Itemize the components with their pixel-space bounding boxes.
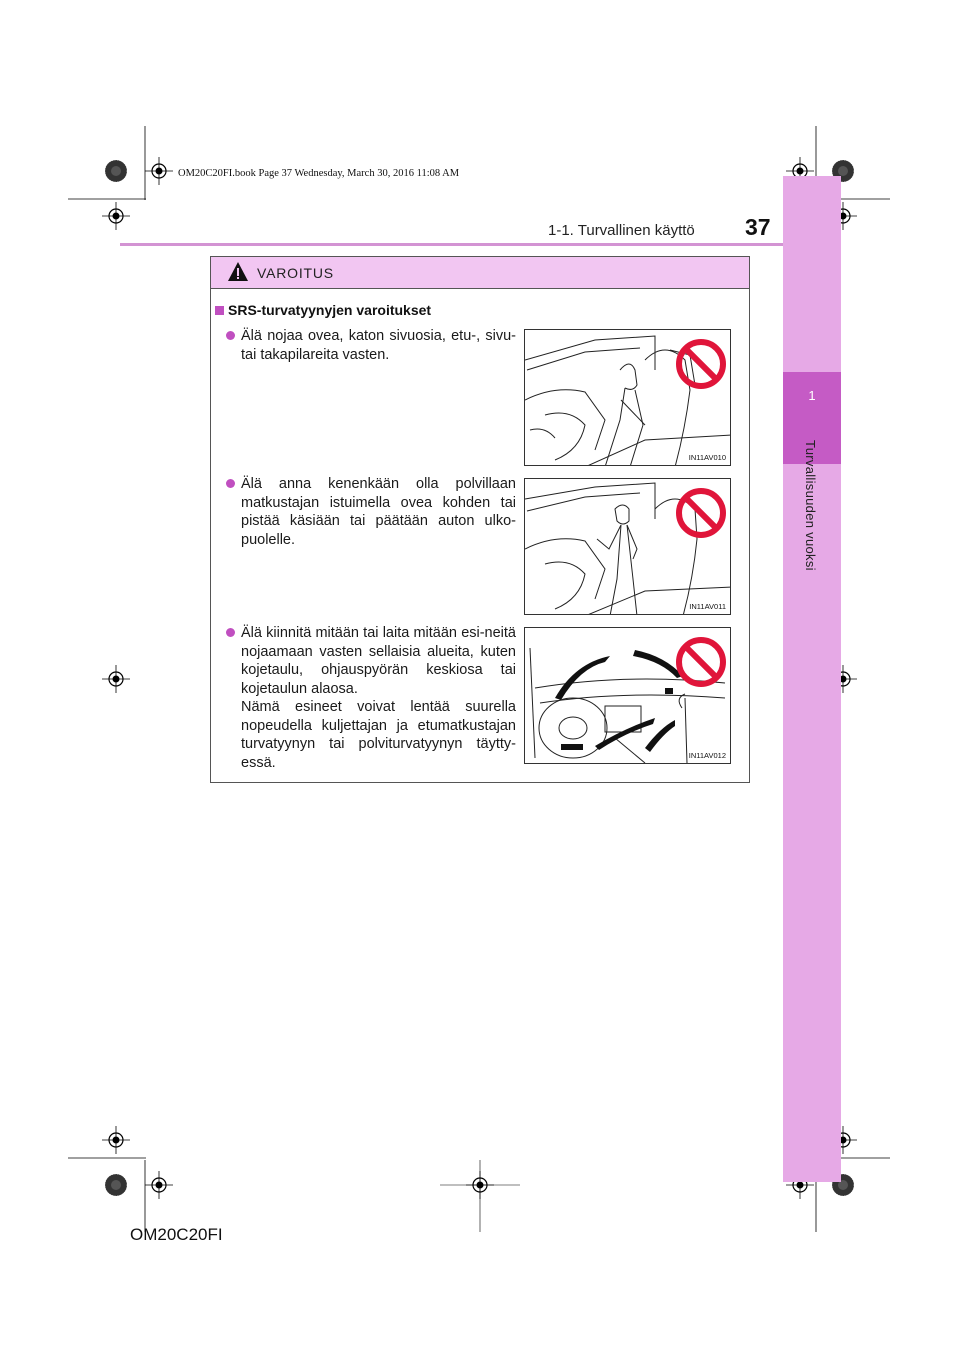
- warning-header: [211, 257, 749, 289]
- page-number: 37: [745, 214, 771, 240]
- section-title: 1-1. Turvallinen käyttö: [548, 222, 695, 239]
- warning-item-text: Älä kiinnitä mitään tai laita mitään esi-neitä nojaamaan vasten sellaisia alueita, kuten kojetaulu, ohjauspyörän keskiosa tai kojetaulun alaosa. Nämä esineet voivat lentää suurella nopeudella kuljettajan ja etumatkustajan turvatyynyn tai polviturvatyynyn täytty-essä.: [241, 625, 516, 771]
- figure-code: IN11AV012: [688, 751, 726, 760]
- square-bullet-icon: [215, 306, 224, 315]
- warning-item-text: Älä anna kenenkään olla polvillaan matkustajan istuimella ovea kohden tai pistää käsiään tai päätään auton ulko-puolelle.: [241, 476, 516, 548]
- chapter-number: 1: [808, 388, 816, 403]
- warning-label: VAROITUS: [257, 265, 334, 281]
- prohibition-icon: [675, 338, 727, 390]
- prohibition-icon: [675, 487, 727, 539]
- book-stamp: OM20C20FI.book Page 37 Wednesday, March 30, 2016 11:08 AM: [178, 168, 460, 179]
- warning-item-text: Älä nojaa ovea, katon sivuosia, etu-, sivu- tai takapilareita vasten.: [241, 328, 516, 363]
- warning-subheading: [215, 302, 431, 318]
- figure-leaning-on-door: [524, 329, 731, 466]
- chapter-title: Turvallisuuden vuoksi: [803, 440, 818, 571]
- chapter-sidebar: [783, 176, 841, 1182]
- bullet-icon: [226, 331, 235, 340]
- figure-dashboard-objects: [524, 627, 731, 764]
- bullet-icon: [226, 628, 235, 637]
- header-divider: [120, 243, 783, 246]
- warning-subheading-text: SRS-turvatyynyjen varoitukset: [228, 302, 432, 318]
- figure-code: IN11AV011: [689, 602, 726, 611]
- figure-kneeling-on-seat: [524, 478, 731, 615]
- prohibition-icon: [675, 636, 727, 688]
- warning-box: [210, 256, 750, 783]
- warning-triangle-icon: [227, 261, 249, 283]
- bullet-icon: [226, 479, 235, 488]
- figure-code: IN11AV010: [688, 453, 726, 462]
- footer-code: OM20C20FI: [130, 1225, 223, 1244]
